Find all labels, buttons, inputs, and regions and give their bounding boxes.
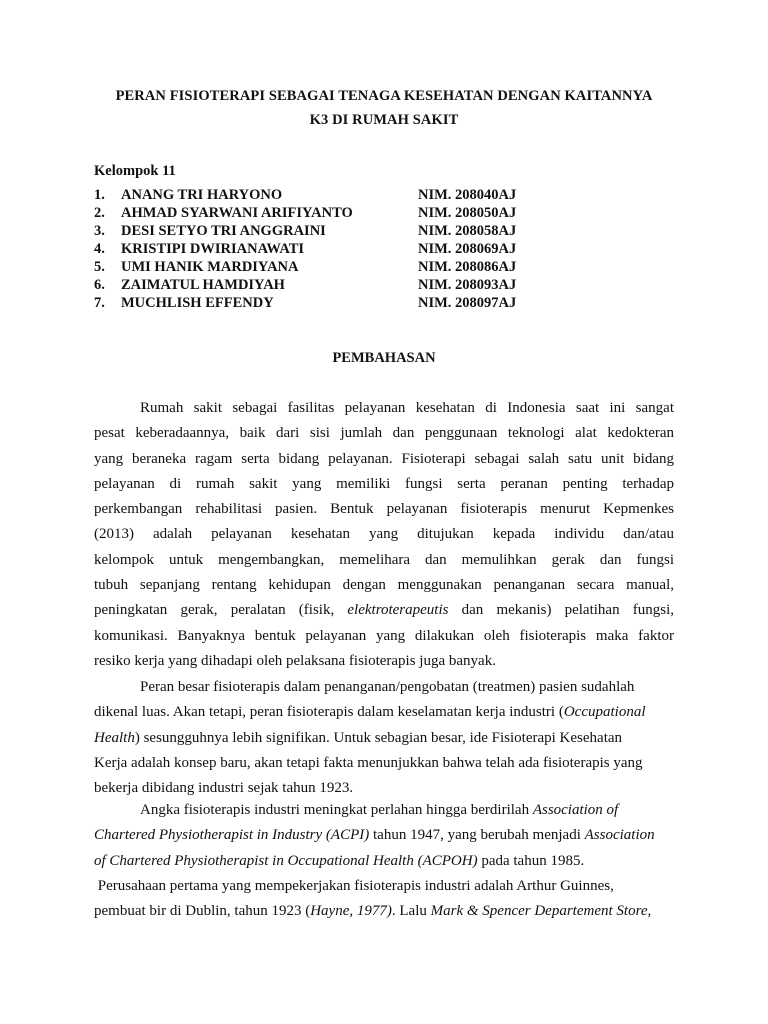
member-row [94,241,614,259]
member-name: DESI SETYO TRI ANGGRAINI [121,223,326,239]
member-list [94,187,614,313]
document-title-line-2: K3 DI RUMAH SAKIT [309,112,459,128]
paragraph-line: Kerja adalah konsep baru, akan tetapi fakta menunjukkan bahwa telah ada fisioterapis yang [94,754,643,771]
paragraph-line [94,899,674,924]
member-row [94,205,614,223]
member-number: 3. [94,223,105,239]
group-label: Kelompok 11 [94,163,176,179]
paragraph-line [94,849,674,874]
italic-term: Mark & Spencer Departement Store [430,903,648,920]
italic-term: Occupational [563,704,646,721]
member-row [94,295,614,313]
member-number: 5. [94,259,105,275]
text-run: pembuat bir di Dublin, tahun 1923 ( [94,903,311,920]
member-number: 4. [94,241,105,257]
paragraph-line: bekerja dibidang industri sejak tahun 1923. [94,780,354,797]
italic-term: elektroterapeutis [347,602,449,619]
member-nim: NIM. 208050AJ [418,205,517,221]
member-nim: NIM. 208069AJ [418,241,517,257]
member-row [94,259,614,277]
text-run: dikenal luas. Akan tetapi, peran fisioterapis dalam keselamatan kerja industri ( [94,704,564,721]
member-name: KRISTIPI DWIRIANAWATI [121,241,305,257]
paragraph-line: resiko kerja yang dihadapi oleh pelaksana fisioterapis juga banyak. [94,652,496,669]
paragraph-line: perkembangan rehabilitasi pasien. Bentuk pelayanan fisioterapis menurut Kepmenkes [94,501,674,518]
member-number: 1. [94,187,105,203]
paragraph-line: Peran besar fisioterapis dalam penanganan/pengobatan (treatmen) pasien sudahlah [140,679,635,695]
member-name: ANANG TRI HARYONO [121,187,283,203]
paragraph-line: yang beraneka ragam serta bidang pelayanan. Fisioterapi sebagai salah satu unit bidang [94,450,674,467]
member-row [94,277,614,295]
paragraph-line: pelayanan di rumah sakit yang memiliki fungsi serta peranan penting terhadap [94,475,674,492]
section-heading: PEMBAHASAN [332,350,436,366]
paragraph-1 [94,396,674,674]
member-nim: NIM. 208093AJ [418,277,517,293]
paragraph-line [94,598,674,623]
member-name: AHMAD SYARWANI ARIFIYANTO [121,205,353,221]
text-run: ) sesungguhnya lebih signifikan. Untuk sebagian besar, ide Fisioterapi Kesehatan [134,729,623,746]
document-title-line-1: PERAN FISIOTERAPI SEBAGAI TENAGA KESEHATAN DENGAN KAITANNYA [115,88,653,104]
text-run: tahun 1947, yang berubah menjadi [369,827,585,844]
paragraph-line: kelompok untuk mengembangkan, memelihara dan memulihkan gerak dan fungsi [94,551,674,568]
paragraph-line: komunikasi. Banyaknya bentuk pelayanan yang dilakukan oleh fisioterapis maka faktor [94,627,674,644]
paragraph-line [94,700,674,725]
member-name: UMI HANIK MARDIYANA [121,259,299,275]
paragraph-line [94,798,674,823]
text-run: . Lalu [391,903,431,920]
text-run: dan mekanis) pelatihan fungsi, [448,602,674,619]
member-name: ZAIMATUL HAMDIYAH [121,277,285,293]
italic-term: Association of [532,802,619,818]
text-run: peningkatan gerak, peralatan (fisik, [94,602,348,619]
paragraph-line [94,726,674,751]
member-number: 2. [94,205,105,221]
paragraph-2 [94,675,674,801]
paragraph-line: Perusahaan pertama yang mempekerjakan fisioterapis industri adalah Arthur Guinnes, [94,878,614,894]
member-number: 6. [94,277,105,293]
italic-term: of Chartered Physiotherapist in Occupational Health (ACPOH) [94,852,478,869]
paragraph-line [94,823,674,848]
member-nim: NIM. 208097AJ [418,295,517,311]
paragraph-line: (2013) adalah pelayanan kesehatan yang ditujukan kepada individu dan/atau [94,526,674,543]
paragraph-line: tubuh sepanjang rentang kehidupan dengan menggunakan penanganan secara manual, [94,577,674,594]
italic-term: Association [584,827,655,844]
member-nim: NIM. 208040AJ [418,187,517,203]
member-nim: NIM. 208086AJ [418,259,517,275]
text-run: , [647,903,652,920]
paragraph-line: pesat keberadaannya, baik dari sisi jumlah dan penggunaan teknologi alat kedokteran [94,425,674,442]
text-run: Angka fisioterapis industri meningkat perlahan hingga berdirilah [140,802,533,818]
member-nim: NIM. 208058AJ [418,223,517,239]
paragraph-line: Rumah sakit sebagai fasilitas pelayanan kesehatan di Indonesia saat ini sangat [140,400,674,416]
italic-term: Health [94,729,135,746]
member-name: MUCHLISH EFFENDY [121,295,274,311]
member-row [94,223,614,241]
italic-term: Hayne, 1977) [310,903,392,920]
member-number: 7. [94,295,105,311]
text-run: pada tahun 1985. [477,852,585,869]
paragraph-4 [94,874,674,925]
paragraph-3 [94,798,674,874]
member-row [94,187,614,205]
italic-term: Chartered Physiotherapist in Industry (ACPI) [94,827,370,844]
